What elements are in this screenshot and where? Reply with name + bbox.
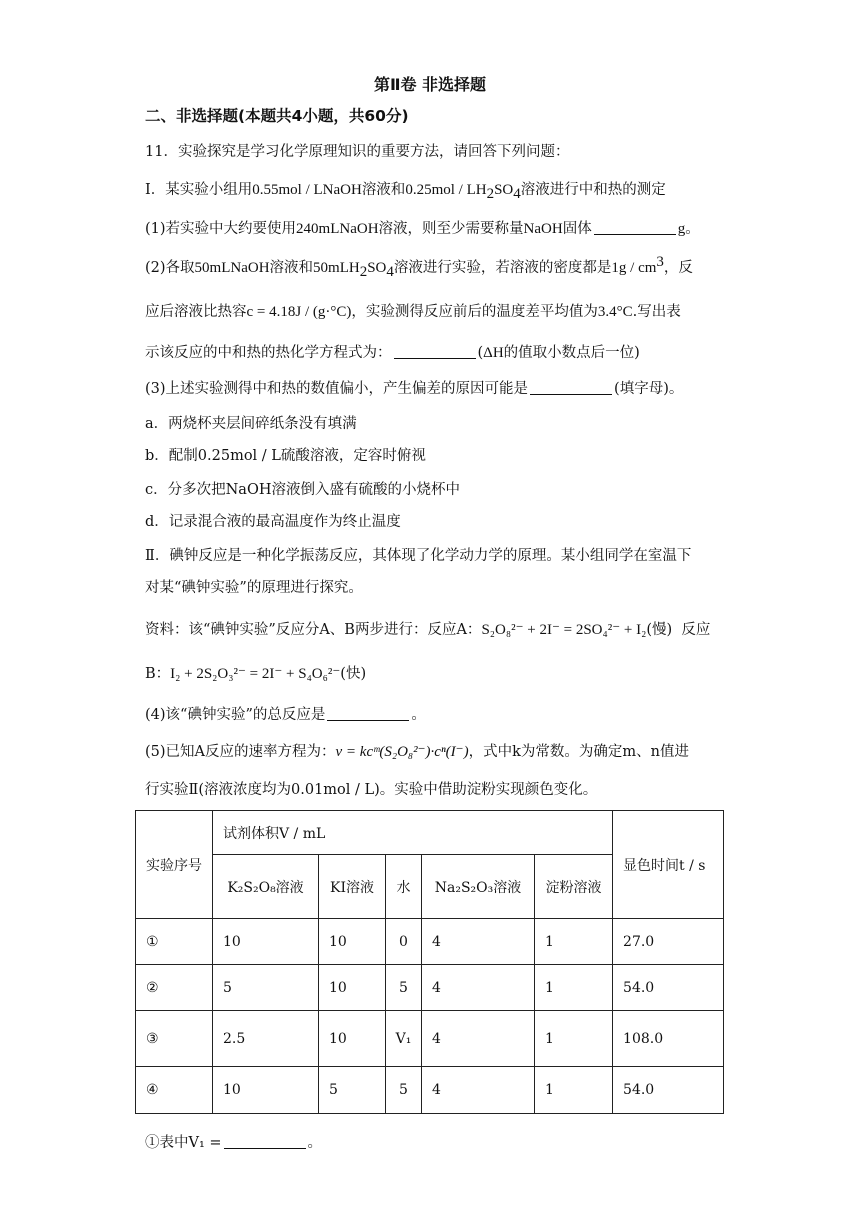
subheader-starch: 淀粉溶液 [535, 855, 613, 919]
reference-reaction-a: 资料：该“碘钟实验”反应分A、B两步进行：反应A：S₂O₈²⁻ + 2I⁻ = 2SO₄²⁻ + I₂(慢) 反应 [145, 622, 711, 638]
section-heading: 二、非选择题(本题共4小题，共60分) [145, 107, 409, 125]
question-2-line-2: 应后溶液比热容c = 4.18J / (g·°C)，实验测得反应前后的温度差平均值为3.4°C.写出表 [145, 304, 681, 320]
question-4: (4)该“碘钟实验”的总反应是 。 [145, 704, 426, 725]
question-2-line-3: 示该反应的中和热的热化学方程式为： (ΔH的值取小数点后一位) [145, 342, 640, 363]
subheader-water: 水 [386, 855, 422, 919]
subheader-ki: KI溶液 [319, 855, 386, 919]
question-5-line-1: (5)已知A反应的速率方程为：v = kcᵐ(S₂O₈²⁻)·cⁿ(I⁻)，式中k为常数。为确定m、n值进 [145, 744, 689, 760]
table-row: ④ 10 5 5 4 1 54.0 [136, 1067, 724, 1114]
question-5-line-2: 行实验Ⅱ(溶液浓度均为0.01mol / L)。实验中借助淀粉实现颜色变化。 [145, 782, 598, 798]
header-reagent-volume: 试剂体积V / mL [213, 811, 613, 855]
page-title: 第Ⅱ卷 非选择题 [373, 75, 487, 94]
question-3: (3)上述实验测得中和热的数值偏小，产生偏差的原因可能是 (填字母)。 [145, 378, 683, 399]
answer-blank-4[interactable] [327, 704, 409, 721]
experiment-table [135, 810, 724, 1114]
question-1: (1)若实验中大约要使用240mLNaOH溶液，则至少需要称量NaOH固体 g。 [145, 218, 700, 239]
rate-equation: v = kcᵐ(S₂O₈²⁻)·cⁿ(I⁻) [335, 744, 469, 760]
subheader-k2s2o8: K₂S₂O₈溶液 [213, 855, 319, 919]
option-d: d．记录混合液的最高温度作为终止温度 [145, 514, 401, 530]
option-c: c．分多次把NaOH溶液倒入盛有硫酸的小烧杯中 [145, 482, 460, 498]
answer-blank-v1[interactable] [224, 1132, 306, 1149]
reference-reaction-b: B：I₂ + 2S₂O₃²⁻ = 2I⁻ + S₄O₆²⁻(快) [145, 666, 367, 682]
answer-blank-2[interactable] [394, 342, 476, 359]
part-1-intro: Ⅰ．某实验小组用0.55mol / LNaOH溶液和$0.25mol / LH_2SO_4$溶液进行中和热的测定 [145, 182, 666, 202]
question-2-line-1: (2)各取50mLNaOH溶液和$50mLH_2SO_4$溶液进行实验，若溶液的密度都是$1g / cm^3$，反 [145, 254, 693, 280]
answer-blank-3[interactable] [530, 378, 612, 395]
table-row: ② 5 10 5 4 1 54.0 [136, 965, 724, 1011]
reaction-a-equation: S₂O₈²⁻ + 2I⁻ = 2SO₄²⁻ + I₂ [481, 622, 647, 638]
header-experiment-number: 实验序号 [136, 811, 213, 919]
table-row: ① 10 10 0 4 1 27.0 [136, 919, 724, 965]
table-row: ③ 2.5 10 V₁ 4 1 108.0 [136, 1011, 724, 1067]
part-2-line-1: Ⅱ．碘钟反应是一种化学振荡反应，其体现了化学动力学的原理。某小组同学在室温下 [145, 548, 692, 564]
question-11-intro: 11．实验探究是学习化学原理知识的重要方法，请回答下列问题： [145, 144, 570, 160]
part-2-line-2: 对某“碘钟实验”的原理进行探究。 [145, 580, 363, 596]
option-b: b．配制0.25mol / L硫酸溶液，定容时俯视 [145, 448, 426, 464]
header-color-time: 显色时间t / s [613, 811, 724, 919]
answer-blank-1[interactable] [594, 218, 676, 235]
subheader-na2s2o3: Na₂S₂O₃溶液 [422, 855, 535, 919]
option-a: a．两烧杯夹层间碎纸条没有填满 [145, 416, 357, 432]
reaction-b-equation: I₂ + 2S₂O₃²⁻ = 2I⁻ + S₄O₆²⁻ [170, 666, 341, 682]
question-v1: ①表中V₁ = 。 [145, 1132, 322, 1153]
